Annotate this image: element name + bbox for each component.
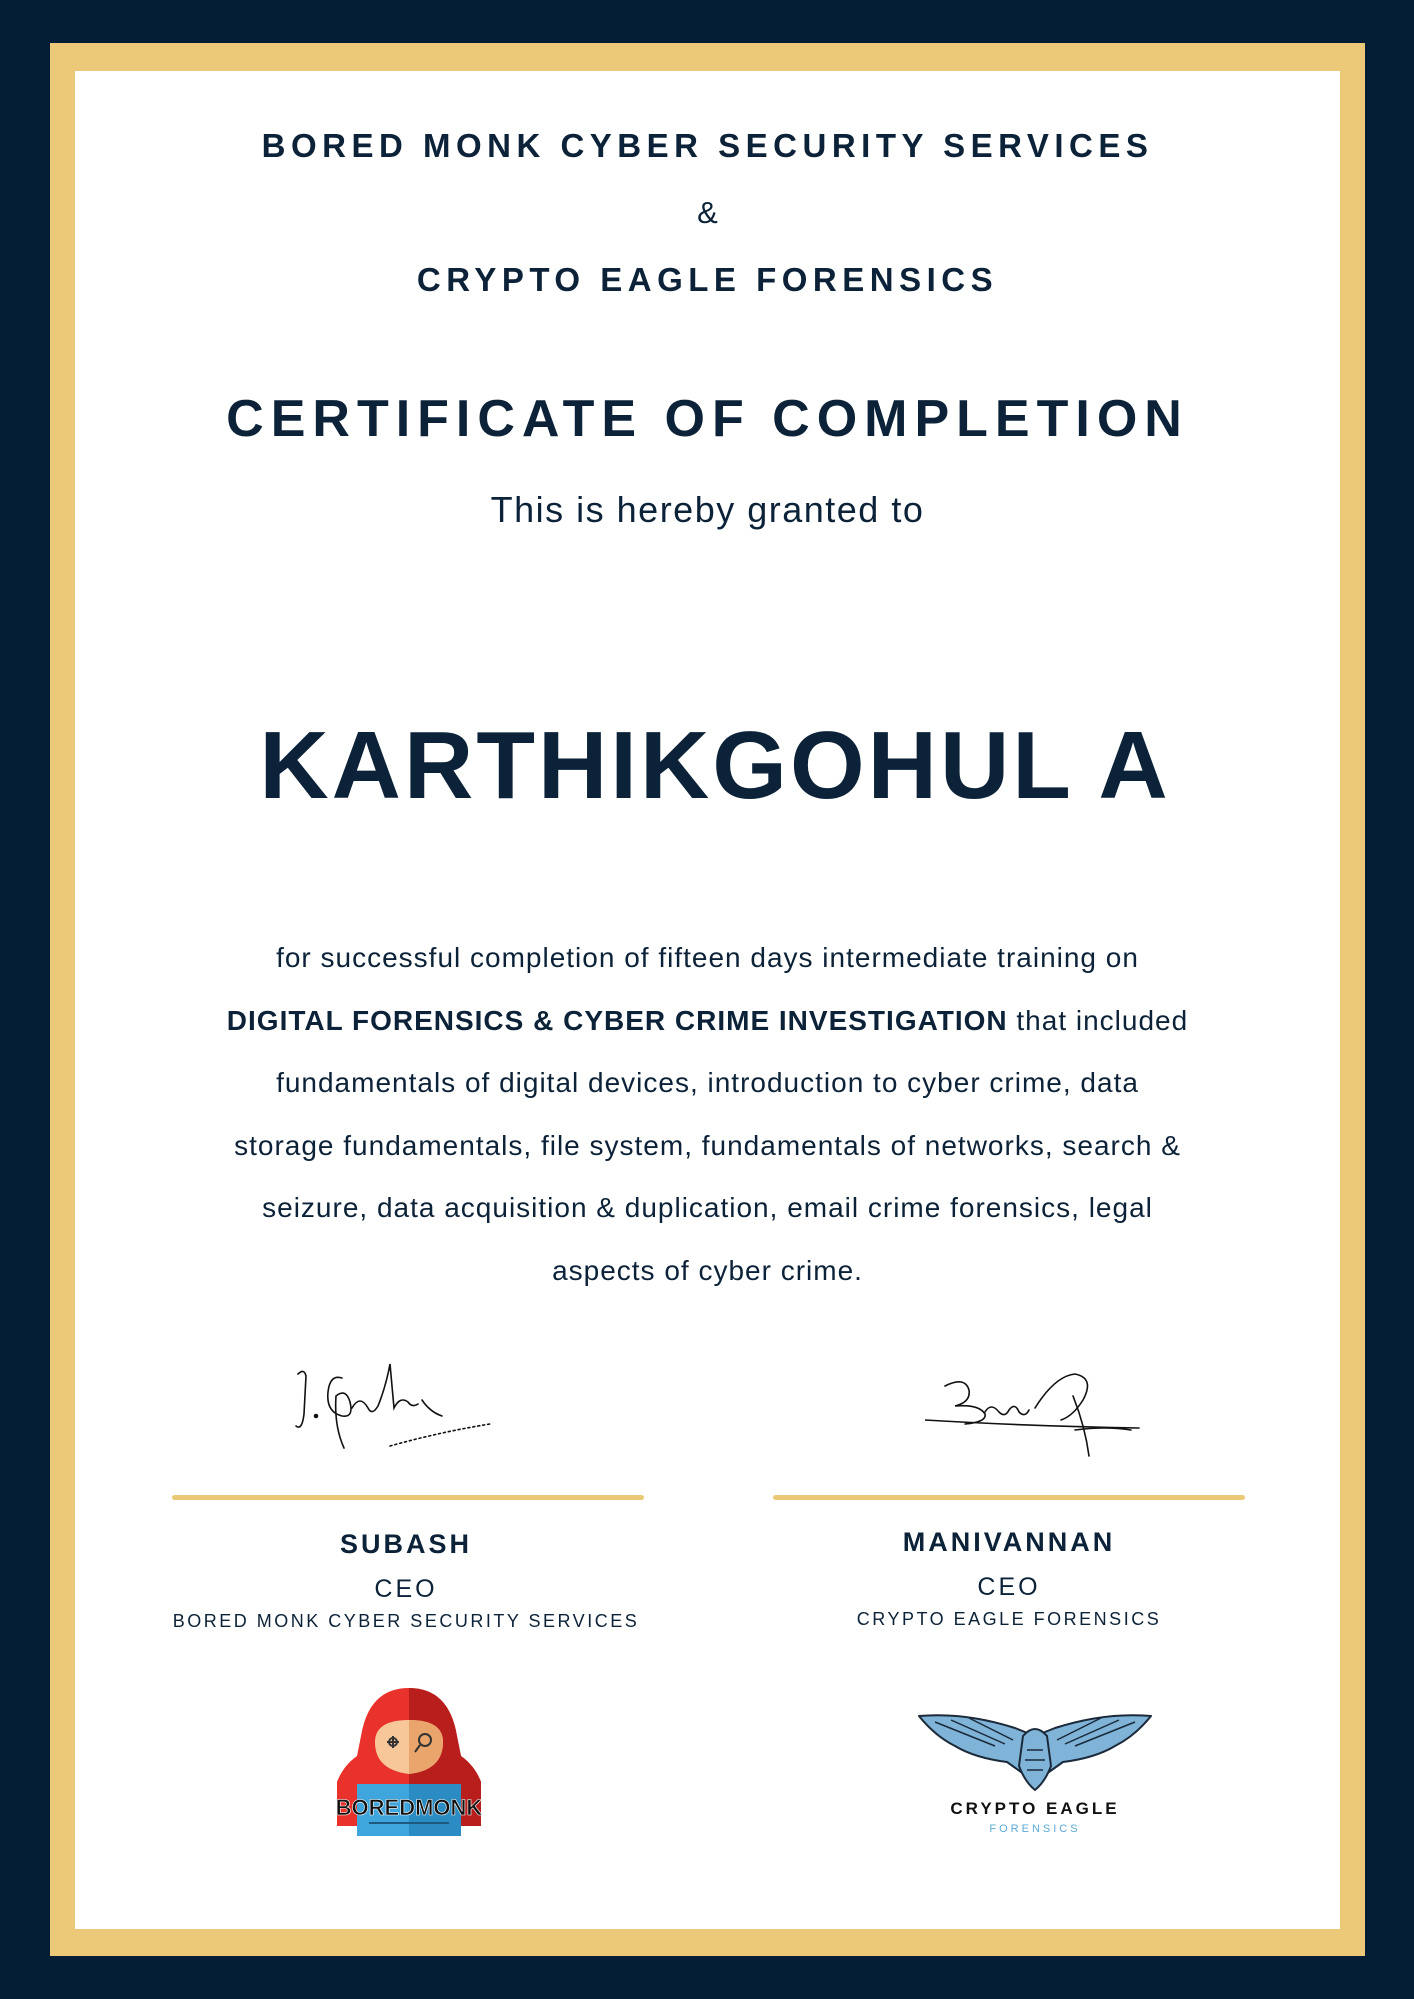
course-name: DIGITAL FORENSICS & CYBER CRIME INVESTIGATION xyxy=(226,1004,1008,1036)
issuer-ampersand: & xyxy=(697,195,718,230)
signer-role-left: CEO xyxy=(374,1575,438,1603)
granted-text: This is hereby granted to xyxy=(490,489,925,530)
issuer-org-secondary: CRYPTO EAGLE FORENSICS xyxy=(416,261,999,298)
certificate-body xyxy=(225,927,1190,1302)
signer-org-left: BORED MONK CYBER SECURITY SERVICES xyxy=(172,1611,640,1631)
recipient-name: KARTHIKGOHUL A xyxy=(259,712,1171,819)
signature-line-left xyxy=(172,1495,644,1500)
signer-role-right: CEO xyxy=(977,1573,1041,1601)
crypto-eagle-logo xyxy=(915,1706,1155,1836)
signer-org-right: CRYPTO EAGLE FORENSICS xyxy=(856,1609,1162,1629)
signer-name-right: MANIVANNAN xyxy=(902,1527,1116,1557)
crypto-eagle-logo-text: CRYPTO EAGLE xyxy=(950,1799,1120,1818)
bored-monk-logo xyxy=(329,1686,489,1846)
crypto-eagle-logo-subtext: FORENSICS xyxy=(989,1823,1081,1835)
signature-subash xyxy=(290,1356,520,1466)
bored-monk-logo-text: BOREDMONK xyxy=(335,1795,483,1820)
signature-manivannan xyxy=(925,1356,1145,1466)
issuer-org-primary: BORED MONK CYBER SECURITY SERVICES xyxy=(261,127,1154,164)
certificate-title: CERTIFICATE OF COMPLETION xyxy=(226,390,1189,448)
body-rest: that included fundamentals of digital devices, introduction to cyber crime, data storage fundamentals, file system, fundamentals of networks, search & seizure, data acquisition & duplication, email crime forensics, legal aspects of cyber crime. xyxy=(234,1004,1189,1286)
body-intro: for successful completion of fifteen days intermediate training on xyxy=(276,942,1139,973)
signature-line-right xyxy=(773,1495,1245,1500)
certificate-paper xyxy=(75,71,1340,1929)
signer-name-left: SUBASH xyxy=(339,1529,472,1559)
